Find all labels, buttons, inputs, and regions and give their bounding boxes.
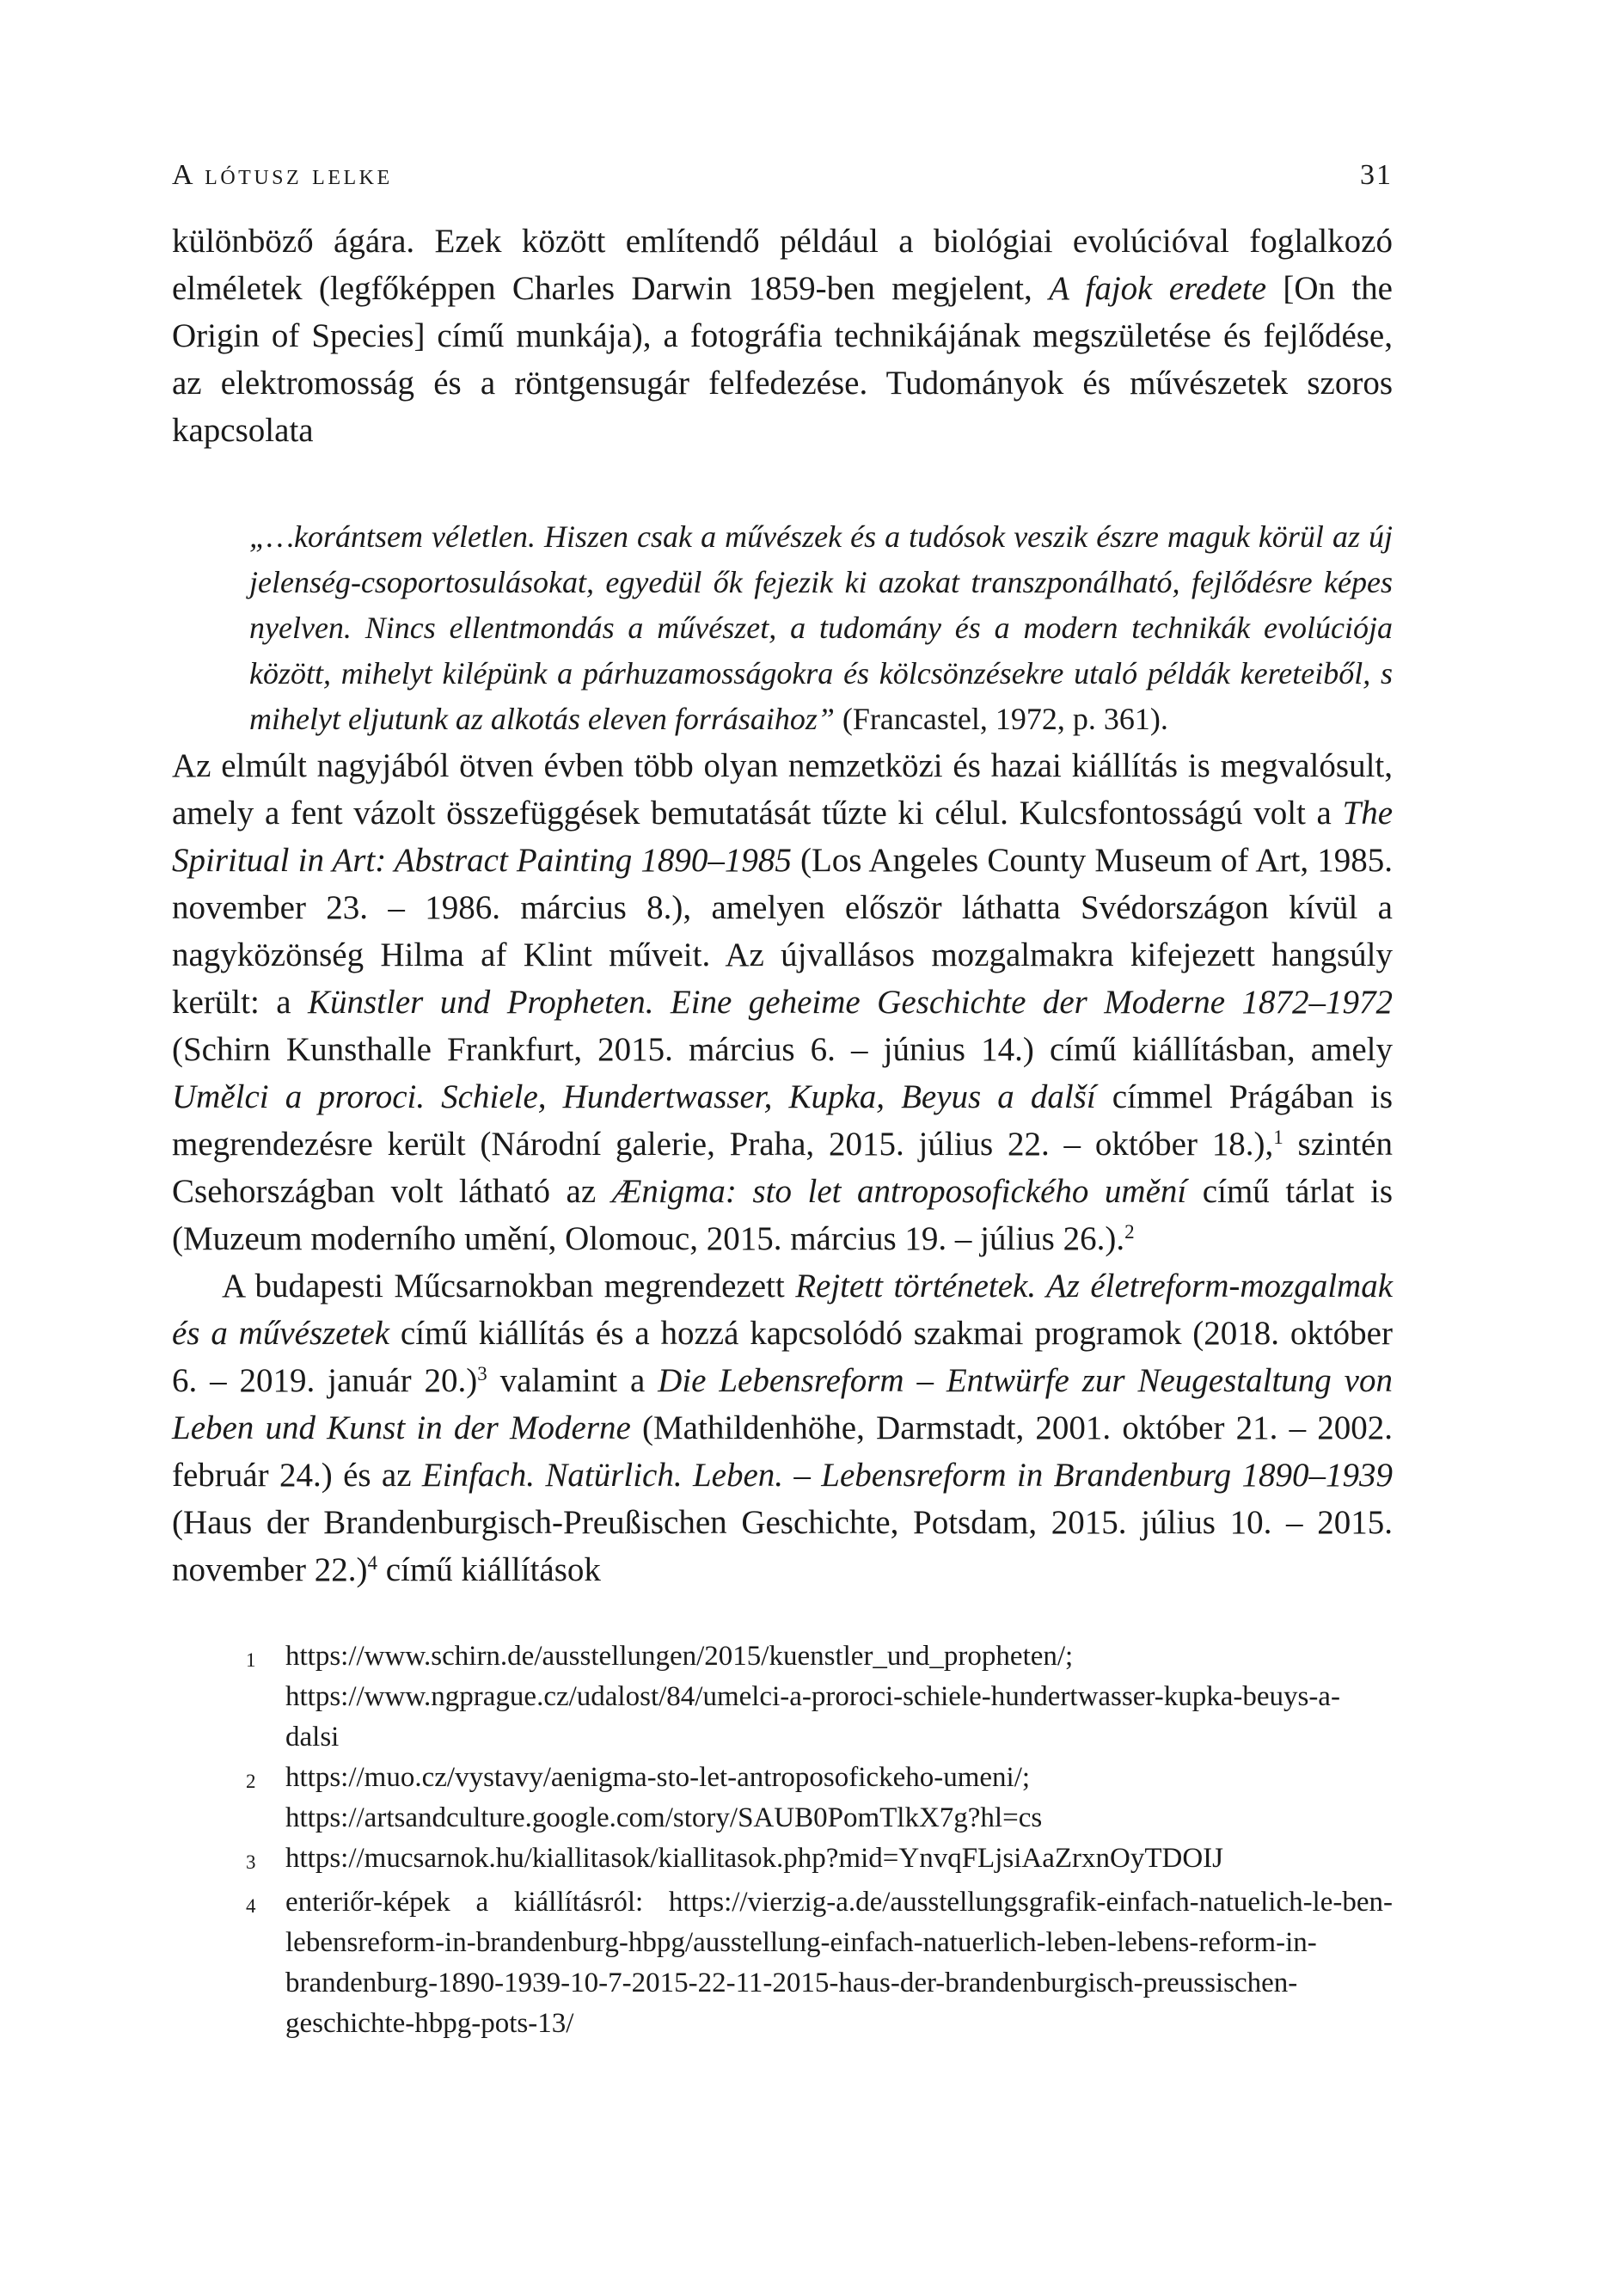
running-head-title: A lótusz lelke (172, 159, 393, 191)
italic-title-run: „…korántsem véletlen. Hiszen csak a művészek és a tudósok veszik észre maguk körül az új jelenség-csoportosulásokat, egyedül ők fejezik ki azokat transzponálható, fejlődésre képes nyelven. Nincs ellentmondás a művészet, a tudomány és a modern technikák evolúciója között, mihelyt kilépünk a párhuzamosságokra és kölcsönzésekre utaló példák kereteiből, s mihelyt eljutunk az alkotás eleven forrásaihoz” (249, 519, 1393, 736)
block-quote (172, 514, 1393, 742)
italic-title-run: Einfach. Natürlich. Leben. – Lebensreform in Brandenburg 1890–1939 (421, 1457, 1393, 1494)
text-run: (Schirn Kunsthalle Frankfurt, 2015. március 6. – június 14.) című kiállításban, amely (172, 1031, 1393, 1068)
paragraph-budapest-exhibitions (172, 1262, 1393, 1593)
text-run: A budapesti Műcsarnokban megrendezett (222, 1268, 796, 1305)
text-run: (Mathildenhöhe, Darmstadt, 2001. október 21. – 2002. február 24.) és az (172, 1409, 1393, 1494)
footnote-reference-mark: 3 (477, 1363, 487, 1385)
italic-title-run: Ænigma: sto let antroposofického umění (611, 1173, 1187, 1210)
footnote-text (285, 1882, 1393, 2044)
footnote-text (285, 1839, 1393, 1882)
italic-title-run: Rejtett történetek. Az életreform-mozgalmak és a művészetek (172, 1268, 1394, 1352)
footnote-3 (246, 1839, 1393, 1882)
text-run: szintén Csehországban volt látható az (172, 1126, 1393, 1210)
footnote-text (285, 1758, 1393, 1839)
text-run: (Los Angeles County Museum of Art, 1985. november 23. – 1986. március 8.), amelyen először láthatta Svédországon kívül a nagyközönség Hilma af Klint műveit. Az újvallásos mozgalmakra kifejezett hangsúly került: a (172, 842, 1393, 1021)
text-block (172, 159, 1393, 2044)
footnote-reference-mark: 1 (1273, 1127, 1283, 1149)
footnote-2 (246, 1758, 1393, 1839)
text-run: enteriőr-képek a kiállításról: https://vierzig-a.de/ausstellungsgrafik-einfach-natuelich-le-ben-lebensreform-in-brandenburg-hbpg/ausstellung-einfach-natuerlich-leben-lebens-reform-in-brandenburg-1890-1939-10-7-2015-22-11-2015-haus-der-brandenburgisch-preussischen-geschichte-hbpg-pots-13/ (285, 1887, 1393, 2039)
text-run: (Francastel, 1972, p. 361). (834, 702, 1168, 736)
footnote-reference-mark: 2 (1124, 1221, 1135, 1243)
text-run: valamint a (487, 1362, 659, 1399)
italic-title-run: Die Lebensreform – Entwürfe zur Neugestaltung von Leben und Kunst in der Moderne (172, 1362, 1393, 1446)
text-run: Az elmúlt nagyjából ötven évben több olyan nemzetközi és hazai kiállítás is megvalósult, amely a fent vázolt összefüggések bemutatását tűzte ki célul. Kulcsfontosságú volt a (172, 747, 1393, 832)
footnote-1 (246, 1636, 1393, 1758)
text-run: című tárlat is (Muzeum moderního umění, Olomouc, 2015. március 19. – július 26.). (172, 1173, 1394, 1257)
italic-title-run: Umělci a proroci. Schiele, Hundertwasser, Kupka, Beyus a další (172, 1078, 1096, 1115)
italic-title-run: The Spiritual in Art: Abstract Painting 1890–1985 (172, 795, 1393, 879)
italic-title-run: Künstler und Propheten. Eine geheime Geschichte der Moderne 1872–1972 (307, 984, 1393, 1021)
text-run: [On the Origin of Species] című munkája), a fotográfia technikájának megszületése és fejlődése, az elektromosság és a röntgensugár felfedezése. Tudományok és művészetek szoros kapcsolata (172, 270, 1393, 449)
paragraph-exhibitions (172, 742, 1393, 1262)
text-run: különböző ágára. Ezek között említendő például a biológiai evolúcióval foglalkozó elméletek (legfőképpen Charles Darwin 1859-ben megjelent, (172, 223, 1393, 307)
footnote-reference-mark: 4 (367, 1552, 377, 1575)
running-head (172, 159, 1393, 197)
footnote-text (285, 1636, 1393, 1758)
text-run: (Haus der Brandenburgisch-Preußischen Geschichte, Potsdam, 2015. július 10. – 2015. november 22.) (172, 1504, 1393, 1588)
footnote-number: 2 (246, 1771, 256, 1792)
footnote-4 (246, 1882, 1393, 2044)
text-run: https://mucsarnok.hu/kiallitasok/kiallitasok.php?mid=YnvqFLjsiAaZrxnOyTDOIJ (285, 1843, 1223, 1874)
footnotes-section (172, 1636, 1393, 2044)
page-body (172, 218, 1393, 2044)
text-run: című kiállítások (377, 1551, 601, 1588)
footnote-number: 1 (246, 1649, 256, 1671)
text-run: https://muo.cz/vystavy/aenigma-sto-let-antroposofickeho-umeni/; https://artsandculture.google.com/story/SAUB0PomTlkX7g?hl=cs (285, 1762, 1043, 1833)
footnote-number: 4 (246, 1895, 256, 1917)
paragraph-continuation (172, 218, 1393, 454)
text-run: https://www.schirn.de/ausstellungen/2015/kuenstler_und_propheten/; https://www.ngprague.cz/udalost/84/umelci-a-proroci-schiele-hundertwasser-kupka-beuys-a-dalsi (285, 1641, 1340, 1753)
text-run: címmel Prágában is megrendezésre került (Národní galerie, Praha, 2015. július 22. – október 18.), (172, 1078, 1393, 1163)
italic-title-run: A fajok eredete (1049, 270, 1267, 307)
page-number: 31 (1360, 159, 1393, 191)
footnote-number: 3 (246, 1851, 256, 1873)
text-run: című kiállítás és a hozzá kapcsolódó szakmai programok (2018. október 6. – 2019. január 20.) (172, 1315, 1393, 1399)
